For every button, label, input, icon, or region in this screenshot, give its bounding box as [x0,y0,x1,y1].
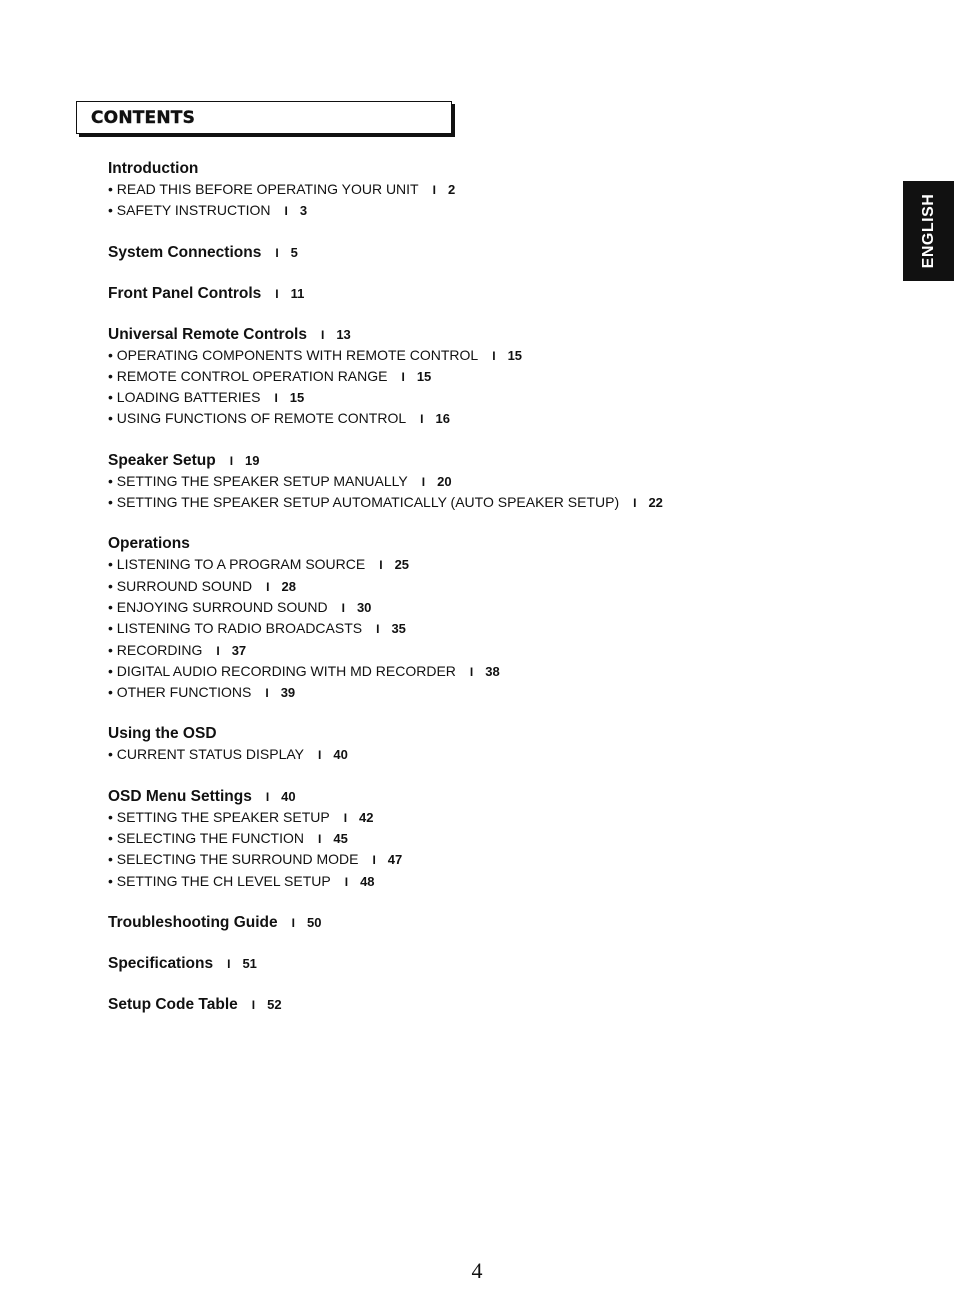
page-separator: I [341,600,345,615]
toc-item-page: 20 [437,473,452,489]
toc-section-heading[interactable] [108,324,808,345]
page-separator: I [492,348,496,363]
page-number: 4 [471,1258,483,1283]
toc-item-page: 38 [485,663,500,679]
page-separator: I [227,956,231,971]
toc-item-label: • OPERATING COMPONENTS WITH REMOTE CONTROL [108,346,479,363]
toc-item[interactable] [108,492,808,513]
toc-item[interactable] [108,179,808,200]
page-separator: I [318,832,322,847]
toc-item-label: • CURRENT STATUS DISPLAY [108,746,305,763]
page-separator: I [320,327,325,342]
toc-item-page: 2 [447,182,456,197]
toc-item-label: • SELECTING THE FUNCTION [108,830,304,847]
page-separator: I [432,183,436,197]
toc-item-page: 15 [507,347,523,363]
page-separator: I [379,558,383,573]
toc-item-label: • USING FUNCTIONS OF REMOTE CONTROL [108,410,407,427]
toc-item-page: 15 [289,390,305,406]
toc-item[interactable] [108,200,808,221]
toc-section-title: System Connections [108,243,262,261]
toc-item-label: • DIGITAL AUDIO RECORDING WITH MD RECORDER [108,662,456,679]
toc-item[interactable] [108,387,808,408]
page-separator: I [420,412,424,427]
toc-item[interactable] [108,849,808,870]
toc-section [108,450,808,514]
toc-item-page: 25 [394,557,410,573]
toc-section-heading[interactable] [108,158,808,179]
toc-section [108,533,808,703]
toc-item[interactable] [108,828,808,849]
toc-item-page: 42 [359,809,374,825]
toc-section-title: Front Panel Controls [108,284,262,302]
page-separator: I [372,853,376,868]
table-of-contents [108,158,808,1035]
toc-item-label: • SETTING THE SPEAKER SETUP MANUALLY [108,472,408,489]
page-separator: I [266,579,270,594]
toc-item-label: • RECORDING [108,641,203,658]
toc-item-label: • SURROUND SOUND [108,577,253,594]
toc-item-page: 48 [360,873,375,889]
language-tab [903,181,954,281]
toc-item-page: 16 [435,411,450,427]
page-separator: I [344,874,349,889]
toc-section-heading[interactable] [108,283,808,304]
toc-item-label: • READ THIS BEFORE OPERATING YOUR UNIT [108,181,419,197]
toc-item-page: 45 [333,831,348,847]
toc-section-title: OSD Menu Settings [108,787,252,805]
toc-item-page: 47 [387,852,403,868]
page-separator: I [469,664,474,679]
toc-item[interactable] [108,807,808,828]
toc-item-page: 28 [281,578,296,594]
toc-section-heading[interactable] [108,953,808,974]
toc-item-label: • SETTING THE CH LEVEL SETUP [108,872,331,889]
toc-item[interactable] [108,366,808,387]
page-separator: I [275,245,279,260]
toc-section [108,723,808,765]
toc-item-page: 39 [280,685,296,701]
toc-item[interactable] [108,345,808,366]
page-separator: I [275,286,279,301]
toc-item[interactable] [108,597,808,618]
toc-section-title: Operations [108,535,190,553]
page-separator: I [251,997,256,1012]
page-separator: I [265,789,270,804]
toc-item-label: • LISTENING TO A PROGRAM SOURCE [108,556,366,573]
toc-item-label: • LOADING BATTERIES [108,389,261,406]
toc-item[interactable] [108,576,808,597]
toc-section [108,786,808,892]
toc-section-title: Universal Remote Controls [108,325,307,343]
toc-item[interactable] [108,871,808,892]
toc-section [108,912,808,933]
toc-item-label: • ENJOYING SURROUND SOUND [108,598,328,615]
toc-section-heading[interactable] [108,912,808,933]
toc-section-title: Troubleshooting Guide [108,913,278,931]
toc-section-heading[interactable] [108,786,808,807]
toc-section-title: Specifications [108,954,214,972]
toc-section [108,158,808,222]
toc-item[interactable] [108,744,808,765]
toc-item-label: • REMOTE CONTROL OPERATION RANGE [108,367,388,384]
toc-section [108,242,808,263]
toc-item-label: • OTHER FUNCTIONS [108,684,252,701]
page-separator: I [229,453,234,468]
toc-section-page: 50 [306,914,322,930]
toc-section-heading[interactable] [108,533,808,554]
page-separator: I [274,391,278,406]
page-separator: I [633,496,637,511]
toc-item-page: 40 [333,747,348,763]
toc-item-page: 3 [299,203,308,219]
page-separator: I [284,204,288,219]
toc-item[interactable] [108,618,808,639]
toc-item-label: • SETTING THE SPEAKER SETUP [108,808,330,825]
toc-item-page: 22 [648,495,663,511]
toc-section-heading[interactable] [108,723,808,744]
page-separator: I [291,915,295,930]
toc-item-page: 37 [231,642,247,658]
page-separator: I [421,474,426,489]
page-separator: I [343,810,348,825]
toc-section [108,994,808,1015]
toc-section [108,953,808,974]
toc-item-page: 30 [356,599,372,615]
toc-section-page: 19 [245,452,260,468]
toc-section-title: Speaker Setup [108,451,216,469]
toc-item-label: • SELECTING THE SURROUND MODE [108,851,359,868]
toc-item[interactable] [108,471,808,492]
toc-item[interactable] [108,640,808,661]
toc-item[interactable] [108,682,808,703]
toc-section-heading[interactable] [108,242,808,263]
toc-section-title: Using the OSD [108,725,217,743]
language-tab-label: ENGLISH [919,193,937,269]
toc-section-title: Introduction [108,160,199,177]
page-separator: I [265,686,269,701]
toc-section-heading[interactable] [108,994,808,1015]
toc-section-page: 13 [336,326,351,342]
toc-item[interactable] [108,661,808,682]
toc-item[interactable] [108,408,808,429]
toc-section [108,283,808,304]
page-separator: I [376,622,380,637]
toc-item[interactable] [108,554,808,575]
toc-item-label: • SETTING THE SPEAKER SETUP AUTOMATICALLY (AUTO SPEAKER SETUP) [108,494,620,511]
toc-item-label: • SAFETY INSTRUCTION [108,202,271,219]
page-separator: I [216,643,220,658]
toc-section-page: 40 [281,788,296,804]
toc-section-page: 11 [290,285,305,301]
toc-section-page: 51 [242,955,257,971]
toc-section-page: 5 [290,244,298,260]
page-separator: I [401,369,405,384]
toc-item-label: • LISTENING TO RADIO BROADCASTS [108,620,363,637]
contents-header-box [76,101,452,134]
toc-section-page: 52 [267,996,282,1012]
toc-item-page: 15 [416,368,432,384]
page-separator: I [318,748,322,763]
page-title: CONTENTS [91,108,196,128]
toc-item-page: 35 [391,621,406,637]
toc-section-heading[interactable] [108,450,808,471]
toc-section-title: Setup Code Table [108,995,238,1013]
toc-section [108,324,808,430]
